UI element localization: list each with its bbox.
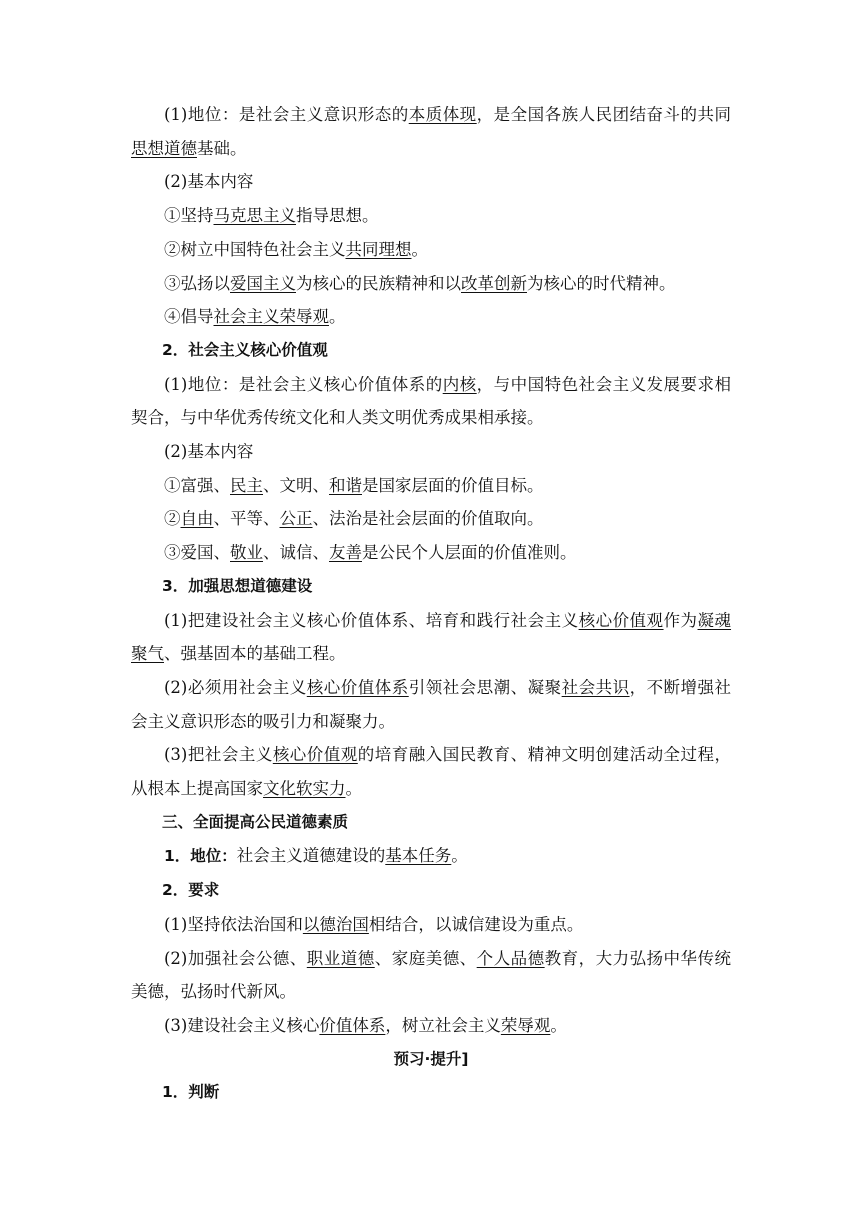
text-span: 、强基固本的基础工程。 — [164, 644, 346, 664]
underlined-keyword: 核心价值观 — [578, 610, 664, 630]
text-span: 3．加强思想道德建设 — [162, 576, 313, 595]
underlined-keyword: 凝魂聚气 — [131, 610, 732, 664]
text-span: (3)把社会主义 — [164, 745, 273, 765]
text-span: ，不断增强社会主义意识形态的吸引力和凝聚力。 — [131, 677, 732, 731]
underlined-keyword: 自由 — [180, 509, 214, 529]
paragraph — [131, 368, 731, 435]
underlined-keyword: 个人品德 — [476, 948, 545, 968]
text-span: 社会主义道德建设的 — [236, 846, 386, 866]
underlined-keyword: 社会共识 — [561, 677, 630, 697]
paragraph — [131, 1009, 731, 1043]
text-span: (1)把建设社会主义核心价值体系、培育和践行社会主义 — [164, 610, 579, 630]
text-span: 为核心的民族精神和以 — [296, 273, 461, 293]
underlined-keyword: 内核 — [442, 374, 477, 394]
text-span: 的培育融入国民教育、精神文明创建活动全过程，从根本上提高国家 — [131, 745, 732, 799]
paragraph — [131, 502, 731, 536]
paragraph — [131, 671, 731, 738]
paragraph — [131, 738, 731, 805]
subsection-title — [131, 1043, 731, 1077]
paragraph — [131, 469, 731, 503]
underlined-keyword: 马克思主义 — [213, 206, 296, 226]
text-span: (1)地位：是社会主义意识形态的 — [164, 105, 409, 124]
text-span: 2．社会主义核心价值观 — [162, 340, 328, 359]
paragraph — [131, 267, 731, 301]
underlined-keyword: 文化软实力 — [263, 779, 346, 799]
text-span: 。 — [345, 779, 362, 799]
text-span: 。 — [411, 239, 428, 259]
text-span: 作为 — [663, 610, 698, 630]
underlined-keyword: 公正 — [279, 509, 313, 529]
underlined-keyword: 本质体现 — [408, 105, 477, 124]
underlined-keyword: 和谐 — [329, 475, 362, 495]
underlined-keyword: 荣辱观 — [500, 1015, 551, 1035]
underlined-keyword: 价值体系 — [319, 1015, 386, 1035]
text-span: 基础。 — [197, 138, 247, 158]
underlined-keyword: 社会主义荣辱观 — [213, 307, 329, 327]
text-span: ①坚持 — [164, 206, 214, 226]
text-span: 引领社会思潮、凝聚 — [408, 677, 562, 697]
paragraph — [131, 536, 731, 570]
underlined-keyword: 民主 — [230, 475, 263, 495]
text-span: 是国家层面的价值目标。 — [362, 475, 544, 495]
text-span: 相结合，以诚信建设为重点。 — [368, 914, 584, 934]
text-span: ，与中国特色社会主义发展要求相契合，与中华优秀传统文化和人类文明优秀成果相承接。 — [131, 374, 732, 428]
underlined-keyword: 核心价值体系 — [306, 677, 409, 697]
paragraph — [131, 165, 731, 199]
text-span: ，树立社会主义 — [385, 1015, 501, 1035]
section-heading — [131, 570, 731, 604]
text-span: 、平等、 — [213, 509, 280, 529]
text-span: (1)坚持依法治国和 — [164, 914, 303, 934]
paragraph — [131, 98, 731, 165]
text-span: 预习·提升] — [393, 1049, 469, 1068]
text-span: 。 — [329, 307, 346, 327]
text-span: 教育，大力弘扬中华传统美德，弘扬时代新风。 — [131, 948, 732, 1002]
paragraph — [131, 604, 731, 671]
text-span: 。 — [451, 846, 468, 866]
underlined-keyword: 职业道德 — [306, 948, 375, 968]
section-heading — [131, 806, 731, 840]
paragraph — [131, 942, 731, 1009]
underlined-keyword: 核心价值观 — [272, 745, 358, 765]
underlined-keyword: 敬业 — [230, 543, 263, 563]
text-span: 、家庭美德、 — [374, 948, 477, 968]
paragraph — [131, 300, 731, 334]
text-span: ③弘扬以 — [164, 273, 230, 293]
text-span: (2)必须用社会主义 — [164, 677, 307, 697]
text-span: ④倡导 — [164, 307, 214, 327]
text-span: (2)加强社会公德、 — [164, 948, 307, 968]
paragraph — [131, 435, 731, 469]
text-span: ，是全国各族人民团结奋斗的共同 — [476, 105, 732, 124]
underlined-keyword: 基本任务 — [385, 846, 452, 866]
underlined-keyword: 爱国主义 — [230, 273, 296, 293]
text-span: 是公民个人层面的价值准则。 — [362, 543, 577, 563]
underlined-keyword: 改革创新 — [461, 273, 527, 293]
underlined-keyword: 以德治国 — [302, 914, 369, 934]
text-span: ② — [164, 509, 181, 529]
section-heading — [131, 874, 731, 908]
text-span: (2)基本内容 — [164, 172, 254, 192]
text-span: 、法治是社会层面的价值取向。 — [312, 509, 544, 529]
text-span: (1)地位：是社会主义核心价值体系的 — [164, 374, 443, 394]
text-span: (2)基本内容 — [164, 442, 254, 462]
paragraph — [131, 839, 731, 874]
section-heading — [131, 1076, 731, 1110]
underlined-keyword: 思想道德 — [131, 138, 197, 158]
text-span: ①富强、 — [164, 475, 230, 495]
text-span: 、文明、 — [263, 475, 329, 495]
text-span: 1．判断 — [162, 1083, 220, 1102]
underlined-keyword: 友善 — [329, 543, 362, 563]
text-span: ③爱国、 — [164, 543, 230, 563]
paragraph — [131, 199, 731, 233]
paragraph — [131, 233, 731, 267]
text-span: (3)建设社会主义核心 — [164, 1015, 320, 1035]
bold-label: 1．地位： — [164, 847, 237, 866]
text-span: 指导思想。 — [296, 206, 379, 226]
text-span: 、诚信、 — [263, 543, 329, 563]
text-span: 2．要求 — [162, 881, 220, 900]
document-body — [131, 98, 731, 1110]
text-span: 为核心的时代精神。 — [527, 273, 676, 293]
underlined-keyword: 共同理想 — [345, 239, 412, 259]
section-heading — [131, 334, 731, 368]
paragraph — [131, 908, 731, 942]
text-span: 三、全面提高公民道德素质 — [162, 812, 349, 831]
text-span: ②树立中国特色社会主义 — [164, 239, 346, 259]
text-span: 。 — [550, 1015, 567, 1035]
